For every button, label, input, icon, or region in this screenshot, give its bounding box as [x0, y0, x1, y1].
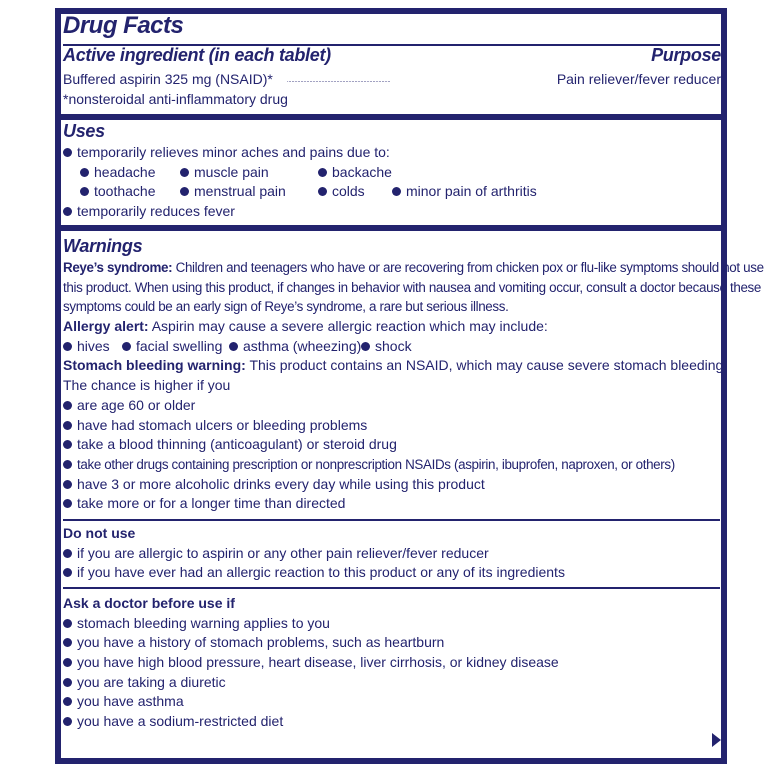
bullet-icon [63, 717, 72, 726]
bullet-icon [63, 568, 72, 577]
warnings-section [63, 234, 764, 514]
continue-arrow-icon [712, 733, 721, 747]
bullet-icon [80, 168, 89, 177]
stomach-item: are age 60 or older [77, 396, 196, 413]
use-item: menstrual pain [194, 183, 286, 200]
bullet-icon [229, 342, 238, 351]
allergy-item: shock [375, 337, 412, 354]
bullet-icon [63, 638, 72, 647]
use-item: backache [332, 163, 392, 180]
uses-heading: Uses [63, 121, 105, 141]
bullet-icon [63, 342, 72, 351]
divider [63, 519, 720, 521]
bullet-icon [80, 187, 89, 196]
bullet-icon [63, 697, 72, 706]
uses-section [63, 120, 721, 222]
allergy-item: asthma (wheezing) [243, 337, 362, 354]
bullet-icon [63, 619, 72, 628]
stomach-item: take a blood thinning (anticoagulant) or steroid drug [77, 436, 397, 453]
bullet-icon [63, 401, 72, 410]
bullet-icon [63, 658, 72, 667]
section-bar [55, 225, 727, 231]
bullet-icon [318, 168, 327, 177]
allergy-item: hives [77, 337, 110, 354]
bullet-icon [63, 480, 72, 489]
use-item: temporarily reduces fever [77, 203, 235, 220]
stomach-text: This product contains an NSAID, which may cause severe stomach bleeding. [249, 357, 728, 374]
ask-doctor-heading: Ask a doctor before use if [63, 595, 235, 611]
bullet-icon [63, 421, 72, 430]
use-item: colds [332, 183, 365, 200]
stomach-item: have had stomach ulcers or bleeding problems [77, 416, 368, 433]
bullet-icon [318, 187, 327, 196]
active-ingredient-section [63, 46, 721, 110]
ask-doctor-item: stomach bleeding warning applies to you [77, 614, 330, 631]
use-item: headache [94, 163, 156, 180]
warnings-heading: Warnings [63, 236, 143, 256]
leader-dots: …………………………………………………………… [287, 74, 391, 84]
bullet-icon [63, 499, 72, 508]
use-item: temporarily relieves minor aches and pains due to: [77, 144, 390, 160]
use-item: toothache [94, 183, 156, 200]
reye-text: Children and teenagers who have or are recovering from chicken pox or flu-like symptoms should not use [175, 260, 764, 275]
bullet-icon [122, 342, 131, 351]
chance-text: The chance is higher if you [63, 377, 231, 394]
do-not-use-heading: Do not use [63, 525, 136, 541]
bullet-icon [180, 168, 189, 177]
bullet-icon [63, 207, 72, 216]
bullet-icon [63, 148, 72, 157]
allergy-label: Allergy alert: [63, 318, 149, 335]
bullet-icon [361, 342, 370, 351]
ask-doctor-item: you have a sodium-restricted diet [77, 713, 284, 730]
ingredient: Buffered aspirin 325 mg (NSAID)* [63, 71, 273, 87]
ask-doctor-item: you have a history of stomach problems, such as heartburn [77, 634, 445, 651]
ask-doctor-item: you have high blood pressure, heart disease, liver cirrhosis, or kidney disease [77, 654, 559, 671]
footnote: *nonsteroidal anti-inflammatory drug [63, 91, 288, 107]
bullet-icon [63, 440, 72, 449]
bullet-icon [180, 187, 189, 196]
stomach-item: take more or for a longer time than directed [77, 495, 346, 512]
use-item: muscle pain [194, 163, 269, 180]
stomach-item: take other drugs containing prescription or nonprescription NSAIDs (aspirin, ibuprofen, naproxen, or others) [77, 456, 675, 472]
do-not-use-section [63, 524, 721, 583]
purpose: Pain reliever/fever reducer [556, 71, 721, 87]
ask-doctor-item: you are taking a diuretic [77, 673, 226, 690]
do-not-use-item: if you have ever had an allergic reaction to this product or any of its ingredients [77, 564, 565, 581]
divider [63, 587, 720, 589]
do-not-use-item: if you are allergic to aspirin or any other pain reliever/fever reducer [77, 544, 489, 561]
reye-text: symptoms could be an early sign of Reye’s syndrome, a rare but serious illness. [63, 299, 509, 315]
bullet-icon [63, 460, 72, 469]
reye-text: this product. When using this product, if changes in behavior with nausea and vomiting occur, consult a doctor because these [63, 279, 761, 295]
ask-doctor-section [63, 594, 721, 732]
bullet-icon [392, 187, 401, 196]
active-ingredient-heading: Active ingredient (in each tablet) [63, 45, 331, 65]
use-item: minor pain of arthritis [406, 183, 537, 200]
bullet-icon [63, 678, 72, 687]
ask-doctor-item: you have asthma [77, 693, 184, 710]
purpose-heading: Purpose [651, 45, 721, 65]
stomach-label: Stomach bleeding warning: [63, 357, 246, 374]
reye-label: Reye’s syndrome: [63, 260, 173, 275]
stomach-item: have 3 or more alcoholic drinks every day while using this product [77, 475, 485, 492]
allergy-item: facial swelling [136, 337, 223, 354]
allergy-text: Aspirin may cause a severe allergic reaction which may include: [151, 318, 548, 335]
panel-title: Drug Facts [63, 12, 184, 39]
bullet-icon [63, 549, 72, 558]
